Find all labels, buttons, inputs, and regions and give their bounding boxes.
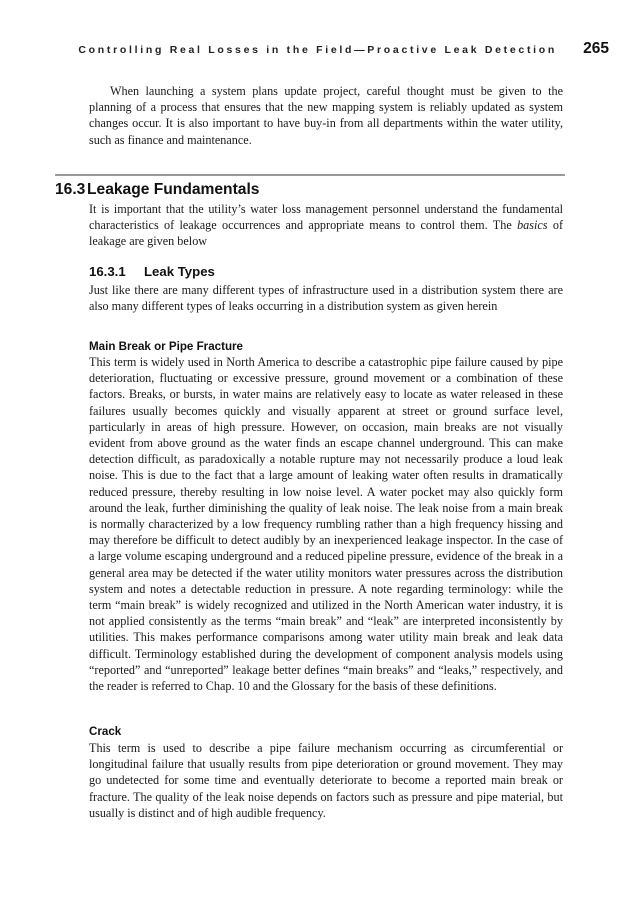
section-paragraph: [89, 201, 563, 250]
running-head: [0, 40, 619, 62]
subsection-title: Leak Types: [144, 264, 215, 279]
section-paragraph-after: of leakage are given below: [89, 218, 563, 249]
section-title: Leakage Fundamentals: [87, 181, 260, 198]
section-divider: [55, 174, 565, 176]
section-paragraph-emphasis: basics: [517, 218, 548, 233]
subsection-paragraph: Just like there are many different types of infrastructure used in a distribution system there are also many different types of leaks occurring in a distribution system as given herein: [89, 283, 563, 314]
running-title: Controlling Real Losses in the Field—Proactive Leak Detection: [78, 44, 557, 56]
crack-heading: Crack: [89, 725, 122, 738]
crack-paragraph: This term is used to describe a pipe failure mechanism occurring as circumferential or longitudinal failure that usually results from pipe deterioration or ground movement. They may go undetected for some time and eventually deteriorate to become a reported main break or fracture. The quality of the leak noise depends on factors such as pressure and pipe material, but usually is distinct and of high audible frequency.: [89, 741, 563, 820]
page-number: 265: [583, 40, 609, 57]
section-paragraph-before: It is important that the utility’s water loss management personnel understand the fundamental characteristics of leakage occurrences and appropriate means to control them. The: [89, 202, 563, 233]
main-break-paragraph: This term is widely used in North America to describe a catastrophic pipe failure caused by pipe deterioration, fluctuating or excessive pressure, ground movement or a combination of these factors. Breaks, or bursts, in water mains are relatively easy to locate as water released in these failures usually becomes quickly and visually apparent at street or ground surface level, particularly in areas of high pressure. However, on occasion, main breaks are not visually evident from above ground as the water finds an escape channel underground. This can make detection difficult, as paradoxically a notable rupture may not necessarily produce a loud leak noise. This is due to the fact that a large amount of leaking water often results in dramatically reduced pressure, thereby resulting in low noise level. A water pocket may also quickly form around the leak, further diminishing the quality of leak noise. The leak noise from a main break is normally characterized by a low frequency rumbling rather than a high frequency hissing and may therefore be difficult to detect audibly by an inexperienced leakage inspector. In the case of a large volume escaping underground and a reduced pipeline pressure, evidence of the break in a general area may be detected if the water utility monitors water pressures across the distribution system and notes a detectable reduction in pressure. A note regarding terminology: while the term “main break” is widely recognized and utilized in the North American water industry, it is not applied consistently as the terms “main break” and “leak” are interpreted inconsistently by utilities. This makes performance comparisons among water utility main break and leak data difficult. Terminology established during the development of component analysis models using “reported” and “unreported” leakage better defines “main breaks” and “leaks,” respectively, and the reader is referred to Chap. 10 and the Glossary for the basis of these definitions.: [89, 355, 563, 694]
section-heading: [55, 181, 575, 199]
main-break-heading: Main Break or Pipe Fracture: [89, 340, 243, 353]
subsection-heading: [89, 264, 215, 279]
subsection-number: 16.3.1: [89, 264, 126, 279]
section-number: 16.3: [55, 181, 86, 198]
intro-paragraph: When launching a system plans update project, careful thought must be given to the planning of a process that ensures that the new mapping system is reliably updated as system changes occur. It is also important to have buy-in from all departments within the water utility, such as finance and maintenance.: [89, 84, 563, 147]
